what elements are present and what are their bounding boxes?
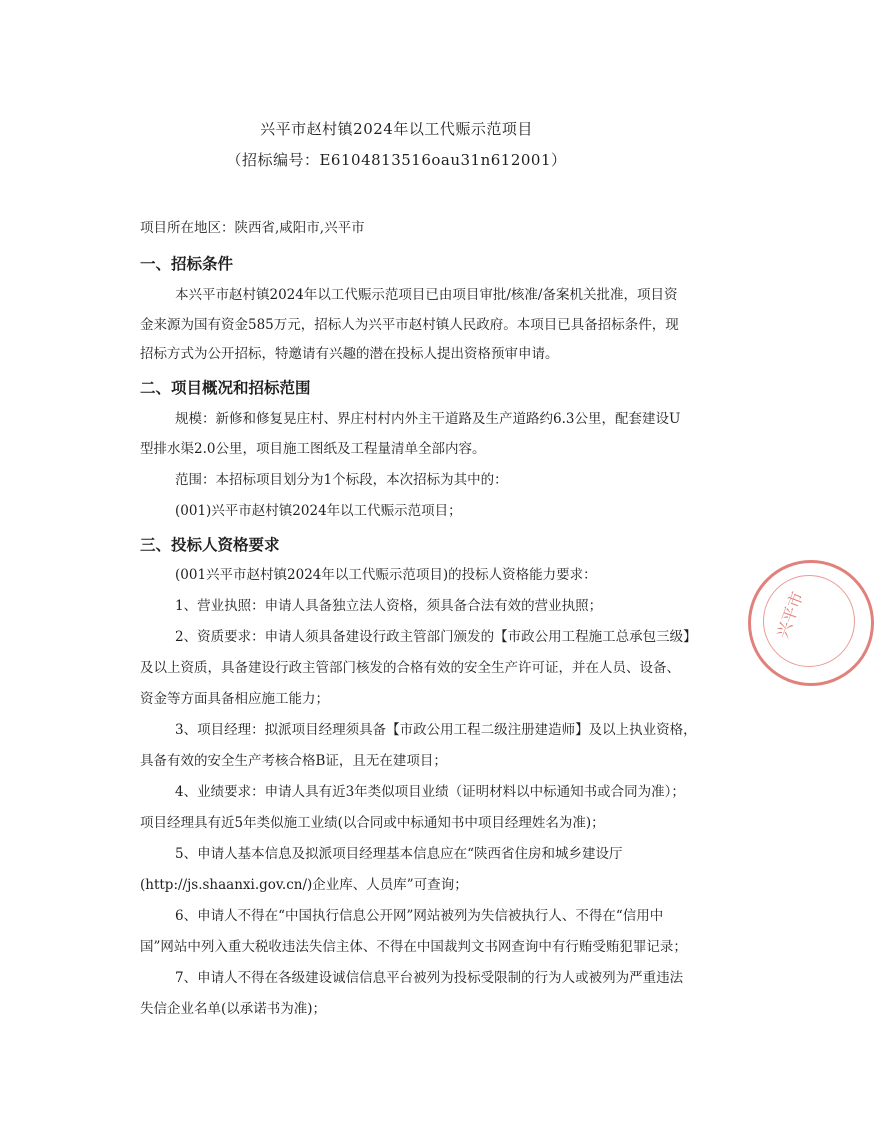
paragraph-line: 具备有效的安全生产考核合格B证，且无在建项目； <box>140 753 447 769</box>
paragraph-line: 资金等方面具备相应施工能力； <box>140 691 329 707</box>
section-heading-1: 一、招标条件 <box>140 255 234 273</box>
paragraph-line: 范围：本招标项目划分为1个标段，本次招标为其中的： <box>175 472 508 488</box>
paragraph-line: 6、申请人不得在“中国执行信息公开网”网站被列为失信被执行人、不得在“信用中 <box>175 908 664 924</box>
bid-number: （招标编号：E6104813516oau31n612001） <box>226 151 567 169</box>
paragraph-line: 失信企业名单(以承诺书为准)； <box>140 1001 327 1017</box>
paragraph-line: 国”网站中列入重大税收违法失信主体、不得在中国裁判文书网查询中有行贿受贿犯罪记录； <box>140 939 687 955</box>
section-heading-2: 二、项目概况和招标范围 <box>140 379 311 397</box>
paragraph-line: (http://js.shaanxi.gov.cn/)企业库、人员库”可查询； <box>140 877 468 893</box>
paragraph-line: 型排水渠2.0公里，项目施工图纸及工程量清单全部内容。 <box>140 441 486 457</box>
paragraph-line: 规模：新修和修复晃庄村、界庄村村内外主干道路及生产道路约6.3公里，配套建设U <box>175 411 681 427</box>
paragraph-line: 3、项目经理：拟派项目经理须具备【市政公用工程二级注册建造师】及以上执业资格， <box>175 722 697 738</box>
paragraph-line: 1、营业执照：申请人具备独立法人资格，须具备合法有效的营业执照； <box>175 598 603 614</box>
paragraph-line: 及以上资质，具备建设行政主管部门核发的合格有效的安全生产许可证，并在人员、设备、 <box>140 660 680 676</box>
seal-text: 兴平市 <box>772 589 808 641</box>
project-location: 项目所在地区：陕西省,咸阳市,兴平市 <box>140 220 365 236</box>
document-title: 兴平市赵村镇2024年以工代赈示范项目 <box>260 120 533 138</box>
paragraph-line: (001兴平市赵村镇2024年以工代赈示范项目)的投标人资格能力要求： <box>175 567 597 583</box>
paragraph-line: 7、申请人不得在各级建设诚信信息平台被列为投标受限制的行为人或被列为严重违法 <box>175 970 684 986</box>
section-heading-3: 三、投标人资格要求 <box>140 536 280 554</box>
paragraph-line: 项目经理具有近5年类似施工业绩(以合同或中标通知书中项目经理姓名为准)； <box>140 815 605 831</box>
paragraph-line: 本兴平市赵村镇2024年以工代赈示范项目已由项目审批/核准/备案机关批准，项目资 <box>175 287 678 303</box>
paragraph-line: 招标方式为公开招标，特邀请有兴趣的潜在投标人提出资格预审申请。 <box>140 346 559 362</box>
paragraph-line: 5、申请人基本信息及拟派项目经理基本信息应在“陕西省住房和城乡建设厅 <box>175 846 623 862</box>
paragraph-line: 4、业绩要求：申请人具有近3年类似项目业绩（证明材料以中标通知书或合同为准）； <box>175 784 685 800</box>
paragraph-line: (001)兴平市赵村镇2024年以工代赈示范项目； <box>175 503 462 519</box>
official-seal <box>748 560 874 686</box>
paragraph-line: 2、资质要求：申请人须具备建设行政主管部门颁发的【市政公用工程施工总承包三级】 <box>175 629 697 645</box>
paragraph-line: 金来源为国有资金585万元，招标人为兴平市赵村镇人民政府。本项目已具备招标条件，现 <box>140 317 679 333</box>
